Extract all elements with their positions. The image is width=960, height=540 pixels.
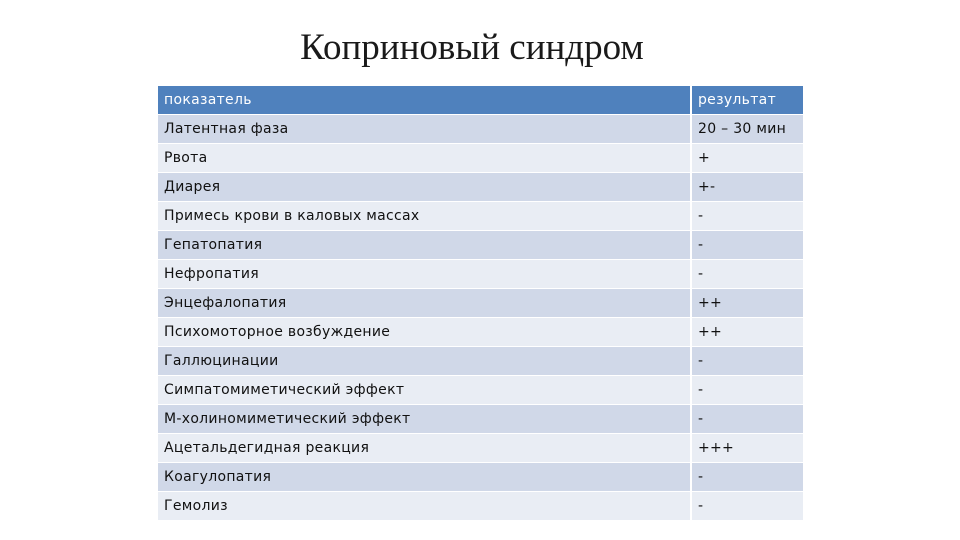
cell-result: +++ <box>691 433 803 462</box>
table-row <box>158 317 803 346</box>
table-row <box>158 288 803 317</box>
cell-indicator: Гепатопатия <box>158 230 691 259</box>
table-row <box>158 201 803 230</box>
cell-result: - <box>691 375 803 404</box>
table-row <box>158 404 803 433</box>
table-row <box>158 375 803 404</box>
cell-result: +- <box>691 172 803 201</box>
cell-indicator: Ацетальдегидная реакция <box>158 433 691 462</box>
cell-indicator: Галлюцинации <box>158 346 691 375</box>
cell-indicator: Гемолиз <box>158 491 691 520</box>
table-row <box>158 462 803 491</box>
slide-title: Коприновый синдром <box>300 27 644 68</box>
cell-indicator: Энцефалопатия <box>158 288 691 317</box>
table-row <box>158 346 803 375</box>
table-header-row <box>158 86 803 114</box>
header-indicator: показатель <box>158 86 691 114</box>
cell-result: + <box>691 143 803 172</box>
cell-indicator: Диарея <box>158 172 691 201</box>
table-row <box>158 114 803 143</box>
table-row <box>158 433 803 462</box>
cell-indicator: Симпатомиметический эффект <box>158 375 691 404</box>
cell-result: - <box>691 230 803 259</box>
cell-result: - <box>691 346 803 375</box>
cell-indicator: Коагулопатия <box>158 462 691 491</box>
header-result: результат <box>691 86 803 114</box>
cell-result: - <box>691 259 803 288</box>
cell-indicator: Нефропатия <box>158 259 691 288</box>
cell-result: - <box>691 462 803 491</box>
cell-indicator: Примесь крови в каловых массах <box>158 201 691 230</box>
cell-indicator: Рвота <box>158 143 691 172</box>
cell-result: ++ <box>691 317 803 346</box>
table-row <box>158 230 803 259</box>
table-row <box>158 259 803 288</box>
cell-result: 20 – 30 мин <box>691 114 803 143</box>
syndrome-table <box>158 86 803 520</box>
cell-result: - <box>691 201 803 230</box>
table-row <box>158 172 803 201</box>
cell-indicator: Латентная фаза <box>158 114 691 143</box>
table-row <box>158 491 803 520</box>
cell-result: - <box>691 404 803 433</box>
cell-indicator: М-холиномиметический эффект <box>158 404 691 433</box>
table-row <box>158 143 803 172</box>
cell-result: ++ <box>691 288 803 317</box>
cell-result: - <box>691 491 803 520</box>
cell-indicator: Психомоторное возбуждение <box>158 317 691 346</box>
